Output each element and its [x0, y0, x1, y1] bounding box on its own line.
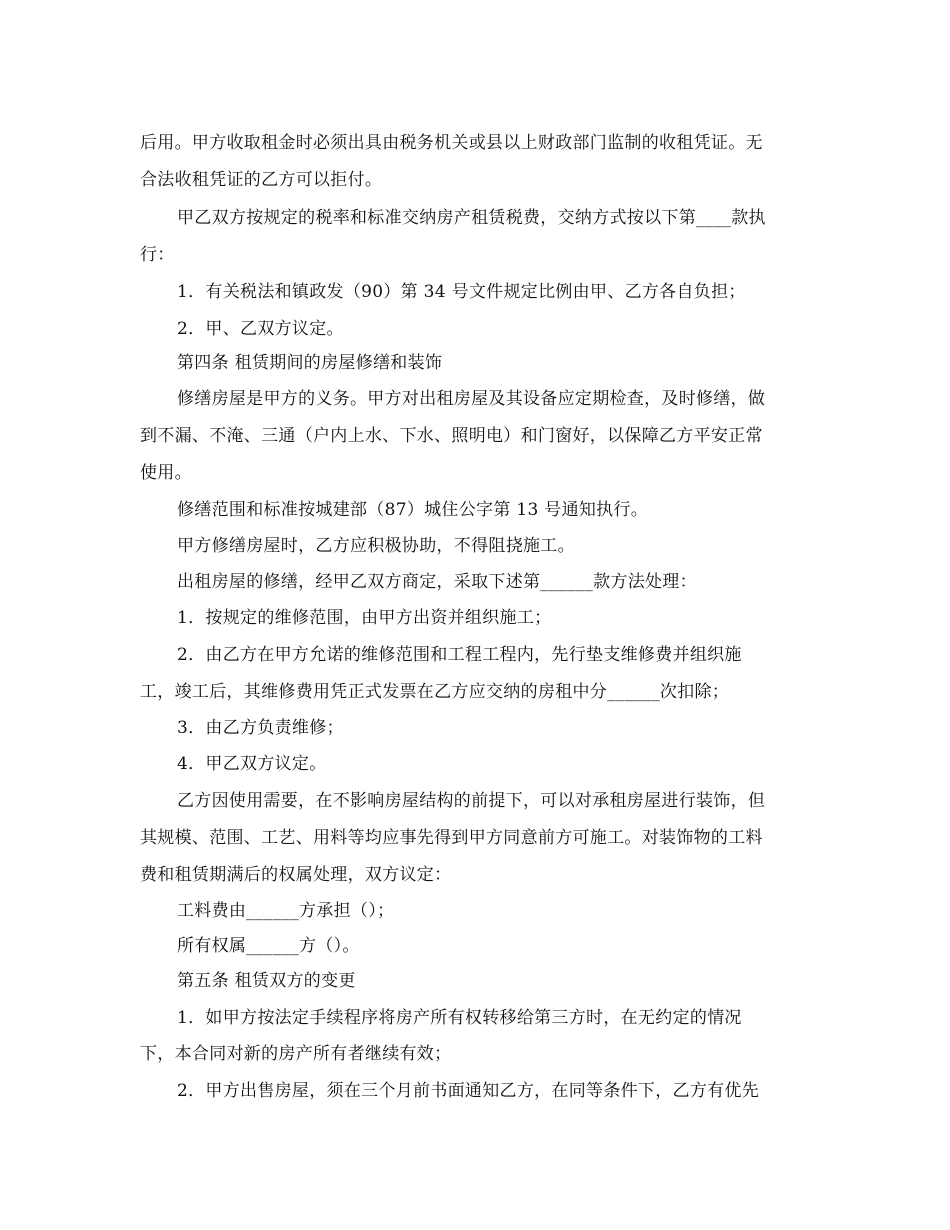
- text-line: 3．由乙方负责维修；: [177, 718, 344, 738]
- text-line: 修缮范围和标准按城建部（87）城住公字第 13 号通知执行。: [177, 500, 649, 520]
- text-line: 合法收租凭证的乙方可以拒付。: [140, 170, 383, 190]
- text-line: 1．有关税法和镇政发（90）第 34 号文件规定比例由甲、乙方各自负担；: [177, 282, 746, 302]
- text-line: 费和租赁期满后的权属处理，双方议定：: [140, 865, 452, 885]
- text-line: 甲乙双方按规定的税率和标准交纳房产租赁税费，交纳方式按以下第____款执: [177, 208, 766, 228]
- text-line: 下，本合同对新的房产所有者继续有效；: [140, 1044, 452, 1064]
- text-line: 2．由乙方在甲方允诺的维修范围和工程工程内，先行垫支维修费并组织施: [177, 645, 742, 665]
- text-line: 甲方修缮房屋时，乙方应积极协助，不得阻挠施工。: [177, 536, 575, 556]
- section-heading: 第四条 租赁期间的房屋修缮和装饰: [177, 353, 443, 373]
- text-line: 乙方因使用需要，在不影响房屋结构的前提下，可以对承租房屋进行装饰，但: [177, 791, 766, 811]
- text-line: 到不漏、不淹、三通（户内上水、下水、照明电）和门窗好，以保障乙方平安正常: [140, 426, 763, 446]
- section-heading: 第五条 租赁双方的变更: [177, 971, 356, 991]
- text-line: 修缮房屋是甲方的义务。甲方对出租房屋及其设备应定期检查，及时修缮，做: [177, 389, 766, 409]
- text-line: 工料费由______方承担（）；: [177, 901, 395, 921]
- text-line: 1．按规定的维修范围，由甲方出资并组织施工；: [177, 608, 552, 628]
- text-line: 工，竣工后，其维修费用凭正式发票在乙方应交纳的房租中分______次扣除；: [140, 682, 730, 702]
- text-line: 2．甲方出售房屋，须在三个月前书面通知乙方，在同等条件下，乙方有优先: [177, 1081, 760, 1101]
- text-line: 其规模、范围、工艺、用料等均应事先得到甲方同意前方可施工。对装饰物的工料: [140, 828, 763, 848]
- text-line: 4．甲乙双方议定。: [177, 754, 327, 774]
- text-line: 后用。甲方收取租金时必须出具由税务机关或县以上财政部门监制的收租凭证。无: [140, 133, 763, 153]
- text-line: 2．甲、乙双方议定。: [177, 319, 344, 339]
- text-line: 出租房屋的修缮，经甲乙双方商定，采取下述第______款方法处理：: [177, 572, 697, 592]
- text-line: 使用。: [140, 463, 192, 483]
- text-line: 所有权属______方（）。: [177, 936, 360, 956]
- text-line: 1．如甲方按法定手续程序将房产所有权转移给第三方时，在无约定的情况: [177, 1008, 742, 1028]
- text-line: 行：: [140, 245, 175, 265]
